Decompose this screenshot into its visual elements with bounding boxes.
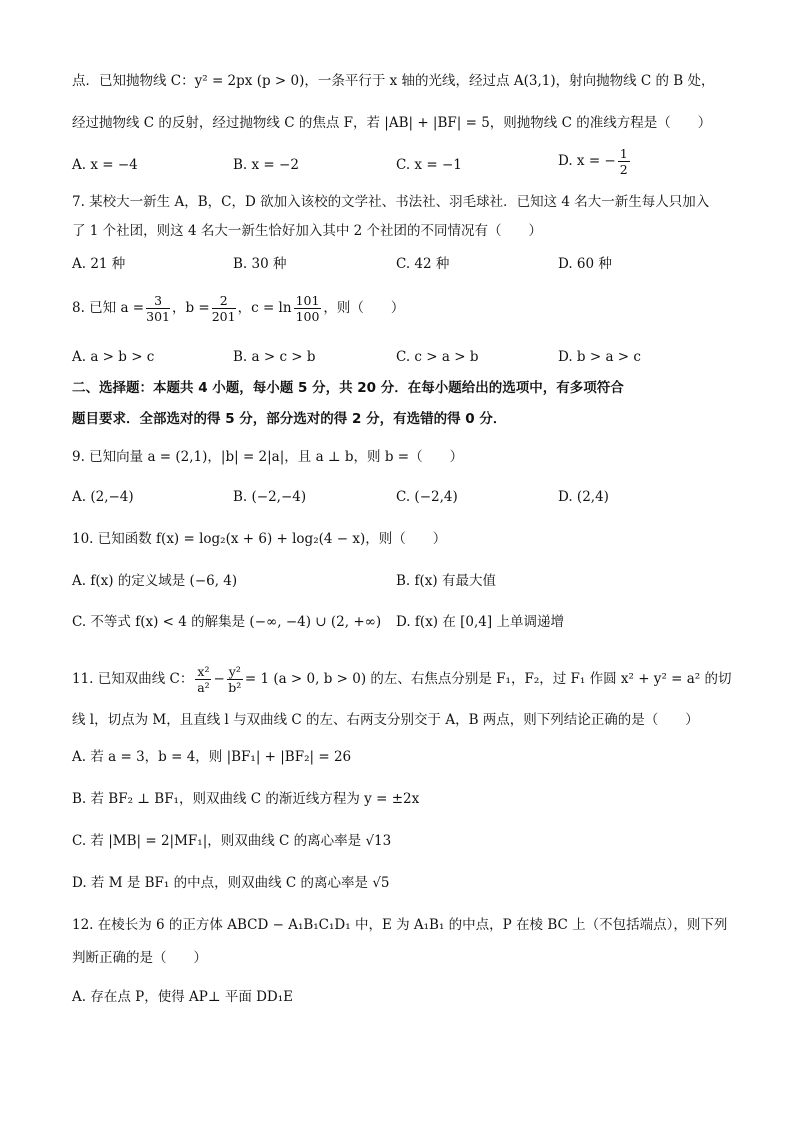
q8-c-num: 101 xyxy=(295,293,320,308)
q8-fraction-a xyxy=(146,293,170,324)
q6-option-d-den: 2 xyxy=(619,162,628,177)
q8-option-d: D. b > a > c xyxy=(558,349,641,365)
q11-line2: 线 l，切点为 M，且直线 l 与双曲线 C 的左、右两支分别交于 A，B 两点，则下列结论正确的是（ ） xyxy=(72,712,699,728)
q10-stem: 10. 已知函数 f(x) = log₂(x + 6) + log₂(4 − x)，则（ ） xyxy=(72,531,447,547)
q8-stem xyxy=(72,293,404,324)
q10-option-d: D. f(x) 在 [0,4] 上单调递增 xyxy=(396,614,564,630)
q9-option-b: B. (−2,−4) xyxy=(233,489,307,505)
q11-option-d: D. 若 M 是 BF₁ 的中点，则双曲线 C 的离心率是 √5 xyxy=(72,875,390,891)
q6-option-a: A. x = −4 xyxy=(72,157,138,173)
q11-y-num: y² xyxy=(228,664,241,679)
q9-option-d: D. (2,4) xyxy=(558,489,609,505)
q11-x-den: a² xyxy=(197,680,210,695)
q6-option-d-fraction xyxy=(618,146,630,177)
q9-stem: 9. 已知向量 a = (2,1)，|b| = 2|a|，且 a ⊥ b，则 b =（ ） xyxy=(72,449,464,465)
q7-line1: 7. 某校大一新生 A，B，C，D 欲加入该校的文学社、书法社、羽毛球社．已知这 4 名大一新生每人只加入 xyxy=(72,194,710,210)
q11-suffix: = 1 (a > 0, b > 0) 的左、右焦点分别是 F₁，F₂，过 F₁ 作圆 x² + y² = a² 的切 xyxy=(244,671,732,687)
q8-fraction-b xyxy=(212,293,236,324)
q6-option-d-prefix: D. x = − xyxy=(558,153,616,169)
q8-b-num: 2 xyxy=(212,293,236,309)
q8-b-prefix: ，b = xyxy=(171,300,210,316)
q11-minus: − xyxy=(213,671,225,687)
q10-option-a: A. f(x) 的定义域是 (−6, 4) xyxy=(72,573,238,589)
q11-option-c: C. 若 |MB| = 2|MF₁|，则双曲线 C 的离心率是 √13 xyxy=(72,833,392,849)
q12-line2: 判断正确的是（ ） xyxy=(72,950,207,966)
q8-option-b: B. a > c > b xyxy=(233,349,316,365)
q7-option-a: A. 21 种 xyxy=(72,256,126,272)
q6-option-b: B. x = −2 xyxy=(233,157,299,173)
q6-option-d-num: 1 xyxy=(619,146,628,161)
q7-option-d: D. 60 种 xyxy=(558,256,612,272)
q6-line2: 经过抛物线 C 的反射，经过抛物线 C 的焦点 F，若 |AB| + |BF| = 5，则抛物线 C 的准线方程是（ ） xyxy=(72,115,712,131)
section-2-heading-line1: 二、选择题：本题共 4 小题，每小题 5 分，共 20 分．在每小题给出的选项中，有多项符合 xyxy=(72,380,624,396)
q8-prefix: 8. 已知 a = xyxy=(72,300,145,316)
q6-option-c: C. x = −1 xyxy=(396,157,462,173)
q6-line1: 点．已知抛物线 C：y² = 2px (p > 0)，一条平行于 x 轴的光线，经过点 A(3,1)，射向抛物线 C 的 B 处， xyxy=(72,73,715,89)
q8-fraction-c xyxy=(294,293,322,324)
q11-fraction-x xyxy=(195,664,211,695)
q11-fraction-y xyxy=(227,664,243,695)
q9-option-a: A. (2,−4) xyxy=(72,489,134,505)
q11-y-den: b² xyxy=(228,680,242,695)
q11-x-num: x² xyxy=(197,664,210,679)
q8-option-a: A. a > b > c xyxy=(72,349,155,365)
q11-option-b: B. 若 BF₂ ⊥ BF₁，则双曲线 C 的渐近线方程为 y = ±2x xyxy=(72,791,420,807)
q10-option-c: C. 不等式 f(x) < 4 的解集是 (−∞, −4) ∪ (2, +∞) xyxy=(72,614,382,630)
q7-line2: 了 1 个社团，则这 4 名大一新生恰好加入其中 2 个社团的不同情况有（ ） xyxy=(72,223,543,239)
q8-suffix: ，则（ ） xyxy=(323,300,405,316)
q11-prefix: 11. 已知双曲线 C： xyxy=(72,671,194,687)
q7-option-b: B. 30 种 xyxy=(233,256,287,272)
q8-b-den: 201 xyxy=(211,309,236,324)
q12-line1: 12. 在棱长为 6 的正方体 ABCD − A₁B₁C₁D₁ 中，E 为 A₁B₁ 的中点，P 在棱 BC 上（不包括端点），则下列 xyxy=(72,917,728,933)
q7-option-c: C. 42 种 xyxy=(396,256,450,272)
q12-option-a: A. 存在点 P，使得 AP⊥ 平面 DD₁E xyxy=(72,989,294,1005)
section-2-heading-line2: 题目要求．全部选对的得 5 分，部分选对的得 2 分，有选错的得 0 分． xyxy=(72,411,507,427)
q8-c-den: 100 xyxy=(295,309,320,324)
q8-c-prefix: ，c = ln xyxy=(237,300,292,316)
q10-option-b: B. f(x) 有最大值 xyxy=(396,573,496,589)
q11-stem xyxy=(72,664,732,695)
q8-a-num: 3 xyxy=(146,293,170,309)
q9-option-c: C. (−2,4) xyxy=(396,489,458,505)
q11-option-a: A. 若 a = 3，b = 4，则 |BF₁| + |BF₂| = 26 xyxy=(72,749,352,765)
q8-option-c: C. c > a > b xyxy=(396,349,479,365)
q8-a-den: 301 xyxy=(146,309,170,324)
q6-option-d xyxy=(558,146,632,177)
